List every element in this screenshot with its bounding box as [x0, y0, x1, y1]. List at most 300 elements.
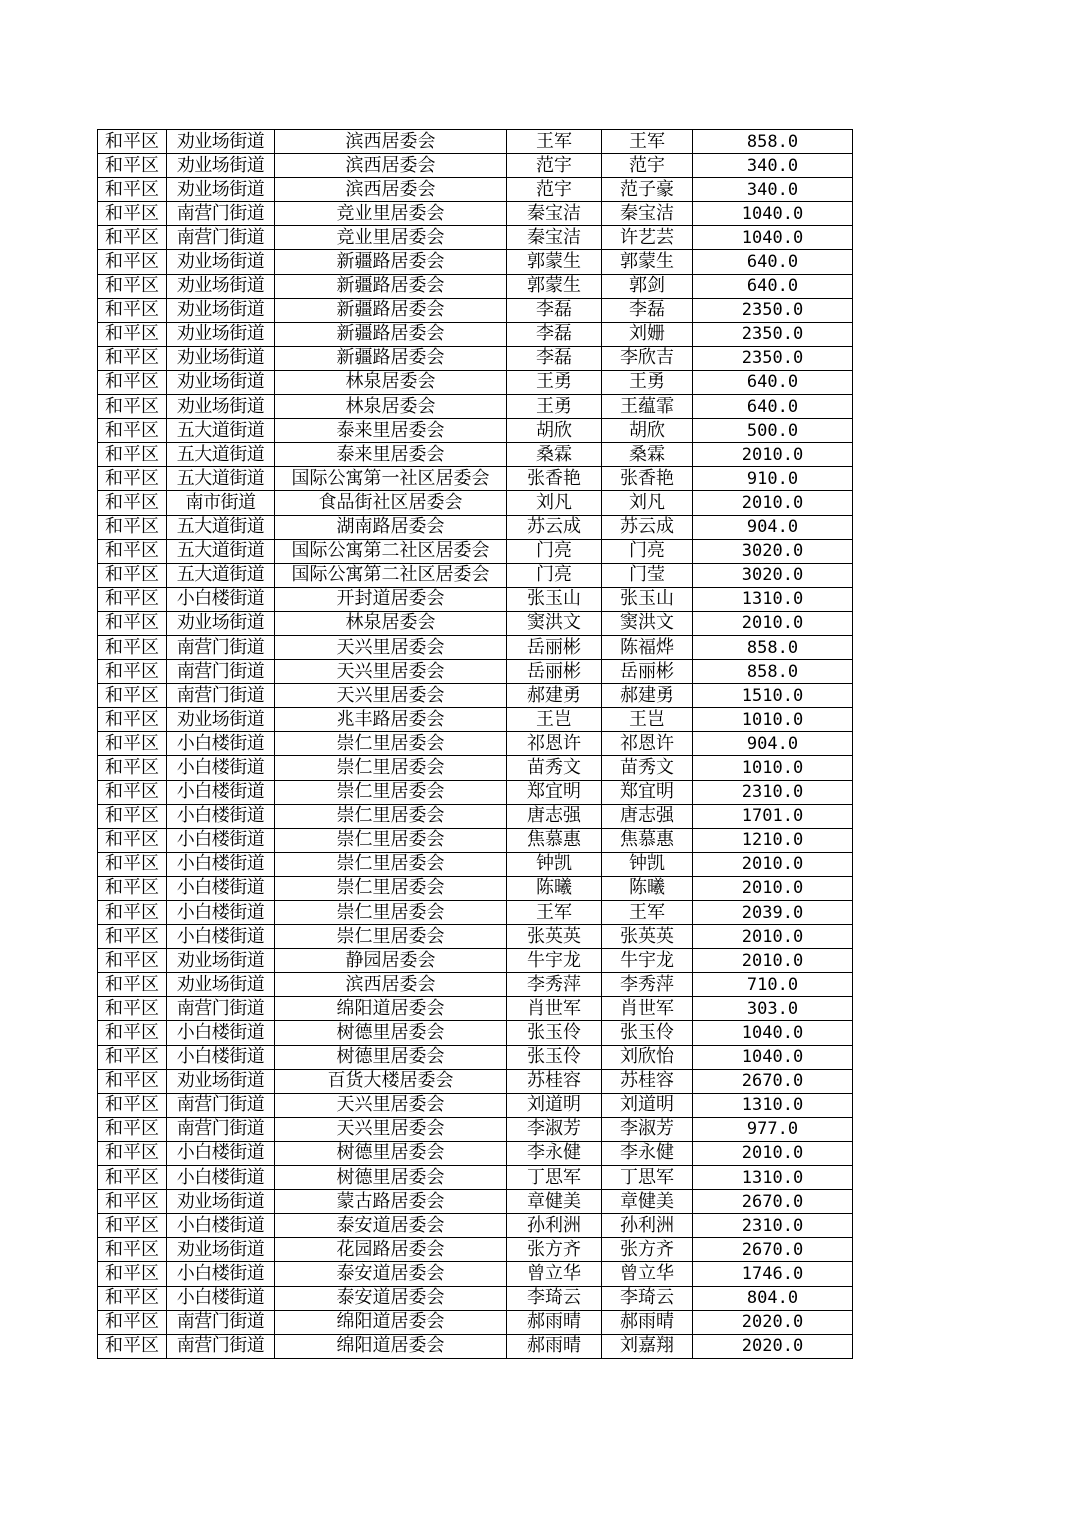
amount-cell: 2670.0: [693, 1069, 853, 1093]
amount-cell: 904.0: [693, 515, 853, 539]
street-cell: 小白楼街道: [167, 804, 275, 828]
applicant-cell: 王勇: [507, 370, 602, 394]
district-cell: 和平区: [98, 443, 167, 467]
committee-cell: 滨西居委会: [275, 154, 507, 178]
member-cell: 王军: [602, 130, 693, 154]
applicant-cell: 李磊: [507, 346, 602, 370]
member-cell: 王岂: [602, 708, 693, 732]
table-row: [98, 130, 853, 154]
applicant-cell: 钟凯: [507, 852, 602, 876]
district-cell: 和平区: [98, 202, 167, 226]
member-cell: 钟凯: [602, 852, 693, 876]
table-row: [98, 1238, 853, 1262]
district-cell: 和平区: [98, 539, 167, 563]
amount-cell: 500.0: [693, 419, 853, 443]
member-cell: 窦洪文: [602, 611, 693, 635]
street-cell: 劝业场街道: [167, 322, 275, 346]
applicant-cell: 张香艳: [507, 467, 602, 491]
member-cell: 刘道明: [602, 1093, 693, 1117]
committee-cell: 树德里居委会: [275, 1141, 507, 1165]
district-cell: 和平区: [98, 226, 167, 250]
member-cell: 岳丽彬: [602, 660, 693, 684]
amount-cell: 2310.0: [693, 1214, 853, 1238]
member-cell: 范宇: [602, 154, 693, 178]
district-cell: 和平区: [98, 660, 167, 684]
member-cell: 张玉伶: [602, 1021, 693, 1045]
district-cell: 和平区: [98, 732, 167, 756]
amount-cell: 858.0: [693, 660, 853, 684]
applicant-cell: 王军: [507, 130, 602, 154]
amount-cell: 3020.0: [693, 563, 853, 587]
table-row: [98, 997, 853, 1021]
street-cell: 劝业场街道: [167, 154, 275, 178]
committee-cell: 新疆路居委会: [275, 346, 507, 370]
district-cell: 和平区: [98, 1286, 167, 1310]
member-cell: 郭蒙生: [602, 250, 693, 274]
district-cell: 和平区: [98, 684, 167, 708]
applicant-cell: 门亮: [507, 539, 602, 563]
table-row: [98, 1141, 853, 1165]
committee-cell: 湖南路居委会: [275, 515, 507, 539]
table-row: [98, 154, 853, 178]
table-row: [98, 370, 853, 394]
amount-cell: 2010.0: [693, 876, 853, 900]
committee-cell: 泰安道居委会: [275, 1286, 507, 1310]
amount-cell: 2350.0: [693, 322, 853, 346]
table-row: [98, 876, 853, 900]
amount-cell: 2020.0: [693, 1334, 853, 1358]
member-cell: 牛宇龙: [602, 949, 693, 973]
table-row: [98, 419, 853, 443]
table-row: [98, 949, 853, 973]
amount-cell: 2350.0: [693, 346, 853, 370]
amount-cell: 2010.0: [693, 1141, 853, 1165]
amount-cell: 1040.0: [693, 202, 853, 226]
amount-cell: 904.0: [693, 732, 853, 756]
district-cell: 和平区: [98, 1334, 167, 1358]
district-cell: 和平区: [98, 949, 167, 973]
district-cell: 和平区: [98, 1141, 167, 1165]
district-cell: 和平区: [98, 491, 167, 515]
table-row: [98, 1334, 853, 1358]
committee-cell: 林泉居委会: [275, 370, 507, 394]
amount-cell: 1510.0: [693, 684, 853, 708]
table-row: [98, 1262, 853, 1286]
street-cell: 劝业场街道: [167, 611, 275, 635]
street-cell: 小白楼街道: [167, 780, 275, 804]
committee-cell: 新疆路居委会: [275, 322, 507, 346]
member-cell: 陈曦: [602, 876, 693, 900]
street-cell: 劝业场街道: [167, 1238, 275, 1262]
table-row: [98, 491, 853, 515]
member-cell: 孙利洲: [602, 1214, 693, 1238]
committee-cell: 林泉居委会: [275, 395, 507, 419]
applicant-cell: 焦慕惠: [507, 828, 602, 852]
street-cell: 小白楼街道: [167, 1262, 275, 1286]
amount-cell: 2010.0: [693, 925, 853, 949]
table-row: [98, 1069, 853, 1093]
member-cell: 苗秀文: [602, 756, 693, 780]
table-row: [98, 1286, 853, 1310]
member-cell: 张方齐: [602, 1238, 693, 1262]
amount-cell: 858.0: [693, 635, 853, 659]
street-cell: 劝业场街道: [167, 708, 275, 732]
table-row: [98, 732, 853, 756]
member-cell: 刘嘉翔: [602, 1334, 693, 1358]
street-cell: 劝业场街道: [167, 370, 275, 394]
amount-cell: 910.0: [693, 467, 853, 491]
table-row: [98, 852, 853, 876]
street-cell: 南营门街道: [167, 1117, 275, 1141]
committee-cell: 泰安道居委会: [275, 1262, 507, 1286]
committee-cell: 天兴里居委会: [275, 635, 507, 659]
member-cell: 肖世军: [602, 997, 693, 1021]
table-row: [98, 467, 853, 491]
district-cell: 和平区: [98, 756, 167, 780]
table-row: [98, 346, 853, 370]
district-cell: 和平区: [98, 804, 167, 828]
table-row: [98, 901, 853, 925]
applicant-cell: 岳丽彬: [507, 660, 602, 684]
table-row: [98, 563, 853, 587]
amount-cell: 3020.0: [693, 539, 853, 563]
district-cell: 和平区: [98, 1093, 167, 1117]
street-cell: 南营门街道: [167, 1093, 275, 1117]
table-row: [98, 611, 853, 635]
street-cell: 小白楼街道: [167, 1141, 275, 1165]
district-cell: 和平区: [98, 395, 167, 419]
table-row: [98, 973, 853, 997]
applicant-cell: 王勇: [507, 395, 602, 419]
street-cell: 小白楼街道: [167, 756, 275, 780]
committee-cell: 崇仁里居委会: [275, 732, 507, 756]
committee-cell: 竞业里居委会: [275, 226, 507, 250]
amount-cell: 1701.0: [693, 804, 853, 828]
applicant-cell: 刘凡: [507, 491, 602, 515]
applicant-cell: 唐志强: [507, 804, 602, 828]
table-row: [98, 660, 853, 684]
member-cell: 唐志强: [602, 804, 693, 828]
applicant-cell: 苏云成: [507, 515, 602, 539]
applicant-cell: 章健美: [507, 1190, 602, 1214]
district-cell: 和平区: [98, 901, 167, 925]
committee-cell: 泰来里居委会: [275, 443, 507, 467]
amount-cell: 1310.0: [693, 587, 853, 611]
street-cell: 五大道街道: [167, 419, 275, 443]
district-cell: 和平区: [98, 1166, 167, 1190]
applicant-cell: 秦宝洁: [507, 226, 602, 250]
applicant-cell: 郭蒙生: [507, 250, 602, 274]
applicant-cell: 郝雨晴: [507, 1310, 602, 1334]
street-cell: 劝业场街道: [167, 973, 275, 997]
table-row: [98, 708, 853, 732]
street-cell: 劝业场街道: [167, 346, 275, 370]
table-row: [98, 1045, 853, 1069]
applicant-cell: 秦宝洁: [507, 202, 602, 226]
district-cell: 和平区: [98, 1045, 167, 1069]
amount-cell: 340.0: [693, 178, 853, 202]
applicant-cell: 胡欣: [507, 419, 602, 443]
committee-cell: 天兴里居委会: [275, 1117, 507, 1141]
committee-cell: 崇仁里居委会: [275, 828, 507, 852]
committee-cell: 竞业里居委会: [275, 202, 507, 226]
street-cell: 南营门街道: [167, 660, 275, 684]
amount-cell: 2020.0: [693, 1310, 853, 1334]
applicant-cell: 李磊: [507, 322, 602, 346]
committee-cell: 天兴里居委会: [275, 1093, 507, 1117]
amount-cell: 1010.0: [693, 756, 853, 780]
table-body: [98, 130, 853, 1359]
committee-cell: 崇仁里居委会: [275, 925, 507, 949]
applicant-cell: 张方齐: [507, 1238, 602, 1262]
applicant-cell: 王军: [507, 901, 602, 925]
district-cell: 和平区: [98, 780, 167, 804]
committee-cell: 开封道居委会: [275, 587, 507, 611]
table-row: [98, 178, 853, 202]
member-cell: 李永健: [602, 1141, 693, 1165]
street-cell: 南营门街道: [167, 997, 275, 1021]
applicant-cell: 肖世军: [507, 997, 602, 1021]
district-cell: 和平区: [98, 828, 167, 852]
member-cell: 李欣吉: [602, 346, 693, 370]
applicant-cell: 陈曦: [507, 876, 602, 900]
district-cell: 和平区: [98, 635, 167, 659]
district-cell: 和平区: [98, 298, 167, 322]
applicant-cell: 曾立华: [507, 1262, 602, 1286]
applicant-cell: 郝建勇: [507, 684, 602, 708]
street-cell: 劝业场街道: [167, 949, 275, 973]
amount-cell: 303.0: [693, 997, 853, 1021]
applicant-cell: 李永健: [507, 1141, 602, 1165]
applicant-cell: 孙利洲: [507, 1214, 602, 1238]
committee-cell: 国际公寓第一社区居委会: [275, 467, 507, 491]
street-cell: 南市街道: [167, 491, 275, 515]
table-row: [98, 1190, 853, 1214]
committee-cell: 林泉居委会: [275, 611, 507, 635]
district-cell: 和平区: [98, 515, 167, 539]
applicant-cell: 门亮: [507, 563, 602, 587]
amount-cell: 1010.0: [693, 708, 853, 732]
street-cell: 小白楼街道: [167, 901, 275, 925]
street-cell: 劝业场街道: [167, 1190, 275, 1214]
street-cell: 南营门街道: [167, 684, 275, 708]
street-cell: 劝业场街道: [167, 395, 275, 419]
table-row: [98, 226, 853, 250]
street-cell: 小白楼街道: [167, 876, 275, 900]
committee-cell: 崇仁里居委会: [275, 804, 507, 828]
member-cell: 范子豪: [602, 178, 693, 202]
district-cell: 和平区: [98, 467, 167, 491]
district-cell: 和平区: [98, 322, 167, 346]
member-cell: 王勇: [602, 370, 693, 394]
applicant-cell: 张英英: [507, 925, 602, 949]
member-cell: 桑霖: [602, 443, 693, 467]
committee-cell: 百货大楼居委会: [275, 1069, 507, 1093]
district-cell: 和平区: [98, 1069, 167, 1093]
district-cell: 和平区: [98, 997, 167, 1021]
applicant-cell: 李秀萍: [507, 973, 602, 997]
street-cell: 小白楼街道: [167, 1286, 275, 1310]
committee-cell: 新疆路居委会: [275, 250, 507, 274]
member-cell: 张香艳: [602, 467, 693, 491]
amount-cell: 2010.0: [693, 852, 853, 876]
member-cell: 张玉山: [602, 587, 693, 611]
table-row: [98, 587, 853, 611]
member-cell: 郭剑: [602, 274, 693, 298]
member-cell: 刘姗: [602, 322, 693, 346]
street-cell: 小白楼街道: [167, 732, 275, 756]
applicant-cell: 牛宇龙: [507, 949, 602, 973]
district-cell: 和平区: [98, 1310, 167, 1334]
table-row: [98, 925, 853, 949]
committee-cell: 国际公寓第二社区居委会: [275, 539, 507, 563]
table-row: [98, 322, 853, 346]
applicant-cell: 郑宜明: [507, 780, 602, 804]
member-cell: 陈福烨: [602, 635, 693, 659]
district-cell: 和平区: [98, 587, 167, 611]
amount-cell: 1310.0: [693, 1093, 853, 1117]
applicant-cell: 王岂: [507, 708, 602, 732]
member-cell: 门莹: [602, 563, 693, 587]
table-row: [98, 515, 853, 539]
street-cell: 小白楼街道: [167, 925, 275, 949]
district-cell: 和平区: [98, 1117, 167, 1141]
committee-cell: 兆丰路居委会: [275, 708, 507, 732]
applicant-cell: 范宇: [507, 154, 602, 178]
amount-cell: 1746.0: [693, 1262, 853, 1286]
amount-cell: 804.0: [693, 1286, 853, 1310]
district-cell: 和平区: [98, 876, 167, 900]
table-row: [98, 1093, 853, 1117]
member-cell: 张英英: [602, 925, 693, 949]
committee-cell: 崇仁里居委会: [275, 780, 507, 804]
table-row: [98, 539, 853, 563]
committee-cell: 崇仁里居委会: [275, 901, 507, 925]
amount-cell: 2670.0: [693, 1190, 853, 1214]
amount-cell: 977.0: [693, 1117, 853, 1141]
committee-cell: 食品街社区居委会: [275, 491, 507, 515]
applicant-cell: 刘道明: [507, 1093, 602, 1117]
street-cell: 五大道街道: [167, 539, 275, 563]
table-row: [98, 1310, 853, 1334]
street-cell: 小白楼街道: [167, 587, 275, 611]
street-cell: 劝业场街道: [167, 274, 275, 298]
street-cell: 劝业场街道: [167, 1069, 275, 1093]
amount-cell: 2350.0: [693, 298, 853, 322]
district-cell: 和平区: [98, 563, 167, 587]
district-cell: 和平区: [98, 178, 167, 202]
committee-cell: 天兴里居委会: [275, 660, 507, 684]
table-row: [98, 395, 853, 419]
amount-cell: 1040.0: [693, 1021, 853, 1045]
committee-cell: 泰来里居委会: [275, 419, 507, 443]
amount-cell: 2010.0: [693, 949, 853, 973]
street-cell: 南营门街道: [167, 1310, 275, 1334]
district-cell: 和平区: [98, 1190, 167, 1214]
committee-cell: 静园居委会: [275, 949, 507, 973]
applicant-cell: 祁恩许: [507, 732, 602, 756]
member-cell: 刘凡: [602, 491, 693, 515]
street-cell: 五大道街道: [167, 515, 275, 539]
committee-cell: 树德里居委会: [275, 1166, 507, 1190]
district-cell: 和平区: [98, 1214, 167, 1238]
table-row: [98, 828, 853, 852]
district-cell: 和平区: [98, 973, 167, 997]
table-row: [98, 274, 853, 298]
committee-cell: 滨西居委会: [275, 130, 507, 154]
committee-cell: 崇仁里居委会: [275, 876, 507, 900]
applicant-cell: 张玉伶: [507, 1045, 602, 1069]
street-cell: 小白楼街道: [167, 1166, 275, 1190]
amount-cell: 2039.0: [693, 901, 853, 925]
applicant-cell: 李淑芳: [507, 1117, 602, 1141]
street-cell: 劝业场街道: [167, 250, 275, 274]
member-cell: 秦宝洁: [602, 202, 693, 226]
street-cell: 五大道街道: [167, 443, 275, 467]
street-cell: 南营门街道: [167, 226, 275, 250]
member-cell: 郝雨晴: [602, 1310, 693, 1334]
applicant-cell: 张玉山: [507, 587, 602, 611]
table-row: [98, 1214, 853, 1238]
district-cell: 和平区: [98, 611, 167, 635]
district-cell: 和平区: [98, 154, 167, 178]
applicant-cell: 苗秀文: [507, 756, 602, 780]
table-row: [98, 684, 853, 708]
amount-cell: 1210.0: [693, 828, 853, 852]
district-cell: 和平区: [98, 419, 167, 443]
amount-cell: 640.0: [693, 395, 853, 419]
street-cell: 南营门街道: [167, 635, 275, 659]
street-cell: 小白楼街道: [167, 852, 275, 876]
amount-cell: 1310.0: [693, 1166, 853, 1190]
district-cell: 和平区: [98, 925, 167, 949]
applicant-cell: 李琦云: [507, 1286, 602, 1310]
member-cell: 祁恩许: [602, 732, 693, 756]
member-cell: 郑宜明: [602, 780, 693, 804]
committee-cell: 崇仁里居委会: [275, 756, 507, 780]
table-row: [98, 1021, 853, 1045]
table-row: [98, 804, 853, 828]
applicant-cell: 苏桂容: [507, 1069, 602, 1093]
amount-cell: 640.0: [693, 274, 853, 298]
street-cell: 劝业场街道: [167, 130, 275, 154]
amount-cell: 1040.0: [693, 1045, 853, 1069]
member-cell: 李琦云: [602, 1286, 693, 1310]
amount-cell: 858.0: [693, 130, 853, 154]
amount-cell: 1040.0: [693, 226, 853, 250]
applicant-cell: 张玉伶: [507, 1021, 602, 1045]
applicant-cell: 郭蒙生: [507, 274, 602, 298]
district-cell: 和平区: [98, 130, 167, 154]
committee-cell: 崇仁里居委会: [275, 852, 507, 876]
applicant-cell: 郝雨晴: [507, 1334, 602, 1358]
member-cell: 胡欣: [602, 419, 693, 443]
committee-cell: 蒙古路居委会: [275, 1190, 507, 1214]
member-cell: 许艺芸: [602, 226, 693, 250]
district-cell: 和平区: [98, 852, 167, 876]
member-cell: 李秀萍: [602, 973, 693, 997]
table-row: [98, 298, 853, 322]
member-cell: 王军: [602, 901, 693, 925]
street-cell: 南营门街道: [167, 202, 275, 226]
amount-cell: 340.0: [693, 154, 853, 178]
member-cell: 苏桂容: [602, 1069, 693, 1093]
street-cell: 劝业场街道: [167, 298, 275, 322]
member-cell: 曾立华: [602, 1262, 693, 1286]
district-cell: 和平区: [98, 1021, 167, 1045]
table-row: [98, 1117, 853, 1141]
committee-cell: 天兴里居委会: [275, 684, 507, 708]
